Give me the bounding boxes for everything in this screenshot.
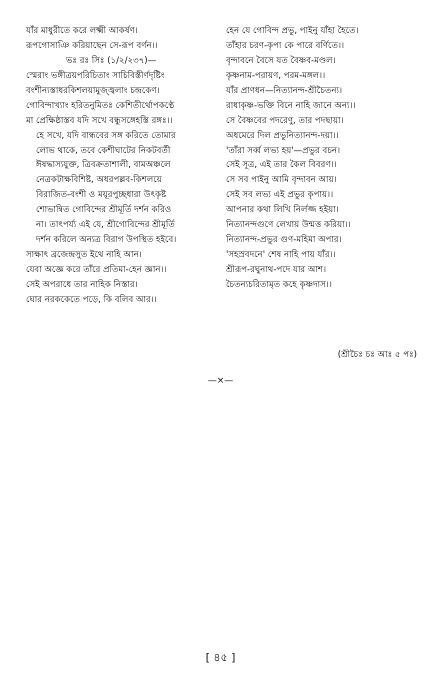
sanskrit-verse-line: বংশীন্যস্তাধরকিশলয়ামুজ্জ্বলাং চন্দ্রকেণ। bbox=[26, 85, 160, 96]
verse-line: শ্রীরূপ-রঘুনাথ-পদে যার আশ। bbox=[226, 265, 327, 275]
verse-line: আপনার কথা লিখি নির্লজ্জ হইয়া। bbox=[226, 205, 339, 216]
verse-line: সে সব পাইনু আমি বৃন্দাবন আয়। bbox=[226, 175, 337, 186]
verse-line: সেই সব লভ্য এই প্রভুর কৃপায়।। bbox=[226, 190, 334, 201]
verse-line: যাঁর মাধুরীতে করে লক্ষ্মী আকর্ষণ। bbox=[26, 26, 138, 36]
sanskrit-verse-line: মা প্রেক্ষিষ্ঠাস্তব যদি সখে বন্ধুসঙ্গেহস্তি রঙ্গঃ।। bbox=[26, 115, 173, 126]
verse-line: তাঁহার চরণ-কৃপা কে পারে বর্ণিতে।। bbox=[226, 40, 345, 51]
sanskrit-verse-line: স্মেরাং ভঙ্গীত্রয়পরিচিতাং সাচিবিস্তীর্ণদৃষ্টিং bbox=[26, 70, 165, 81]
verse-line: রাধাকৃষ্ণ-ভক্তি বিনে নাহি জানে অন্য।। bbox=[226, 100, 356, 111]
verse-line: নিত্যানন্দ-প্রভুর গুণ-মহিমা অপার। bbox=[226, 235, 342, 246]
verse-line: যেবা অজ্ঞে করে তাঁরে প্রতিমা-হেন জ্ঞান।। bbox=[26, 265, 167, 275]
verse-line: সেই সূত্র, এই তার কৈল বিবরণ।। bbox=[226, 160, 337, 171]
verse-line: ঘোর নরককেতে পড়ে, কি বলিব আর।। bbox=[26, 294, 157, 305]
source-reference: (শ্রীচৈঃ চঃ আঃ ৫ পঃ) bbox=[337, 350, 417, 360]
scripture-reference: ভঃ রঃ সিঃ (১/২/২৩৭)— bbox=[66, 55, 157, 66]
verse-line: রূপগোসাঞি করিয়াছেন সে-রূপ বর্ণন।। bbox=[26, 40, 158, 51]
verse-line: 'সহস্রবদনে' শেষ নাহি পায় যাঁর।। bbox=[226, 250, 336, 261]
verse-line: অধমেরে দিল প্রভুনিত্যানন্দ-দয়া।। bbox=[226, 130, 339, 141]
left-column bbox=[26, 24, 222, 308]
commentary-line: বিরাজিত-বংশী ও ময়ূরপুচ্ছধারা উৎকৃষ্ট bbox=[36, 190, 167, 201]
commentary-line: শোভান্বিত গোবিন্দের শ্রীমূর্তি দর্শন করিও bbox=[36, 205, 172, 216]
section-separator: —×— bbox=[207, 376, 234, 386]
verse-line: সাক্ষাৎ ব্রজেন্দ্রসুত ইথে নাহি আন। bbox=[26, 250, 142, 261]
verse-line: 'তাঁরা সর্ব্ব লভ্য হয়'—প্রভুর বচন। bbox=[226, 145, 341, 156]
verse-line: সে বৈষ্ণবের পদরেণু, তার পদছায়া। bbox=[226, 115, 344, 126]
commentary-line: দর্শন করিলে অন্যত্র বিরাগ উপস্থিত হইবে। bbox=[36, 235, 177, 246]
sanskrit-verse-line: গোবিন্দাখ্যাং হরিতনুমিতঃ কেশিতীর্থোপকণ্ঠে bbox=[26, 100, 175, 111]
verse-line: হেন যে গোবিন্দ প্রভু, পাইনু যাঁহা হৈতে। bbox=[226, 26, 359, 36]
verse-line: চৈতন্যচরিতামৃত কহে কৃষ্ণদাস।। bbox=[226, 279, 332, 290]
page-number: [ ৪৫ ] bbox=[205, 651, 236, 664]
commentary-line: না। তাৎপর্য্য এই যে, শ্রীগোবিন্দের শ্রীমূর্তি bbox=[36, 220, 175, 231]
verse-line: সেই অপরাধে তার নাহিক নিস্তার। bbox=[26, 279, 138, 290]
commentary-line: নেত্রকটাক্ষবিশিষ্ট, অধরপল্লব-কিশলয়ে bbox=[36, 175, 162, 186]
verse-line: যাঁর প্রাণধন—নিত্যানন্দ-শ্রীচৈতন্য। bbox=[226, 85, 343, 96]
verse-line: কৃষ্ণনাম-পরায়ণ, পরম-মঙ্গল।। bbox=[226, 70, 326, 81]
verse-line: নিত্যানন্দগুণে লেখায় উন্মত্ত করিয়া।। bbox=[226, 220, 351, 231]
verse-line: বৃন্দাবনে বৈসে যত বৈষ্ণব-মণ্ডল। bbox=[226, 55, 336, 66]
right-column bbox=[226, 24, 416, 293]
commentary-line: ঈষদ্ধাস্যযুক্ত, ত্রিবক্রতাশালী, বামঅঞ্চলে bbox=[36, 160, 171, 171]
commentary-line: হে সখে, যদি বান্ধবের সঙ্গ করিতে তোমার bbox=[36, 130, 176, 141]
commentary-line: লোভ থাকে, তবে কেশীঘাটের নিকটবর্তী bbox=[36, 145, 171, 156]
